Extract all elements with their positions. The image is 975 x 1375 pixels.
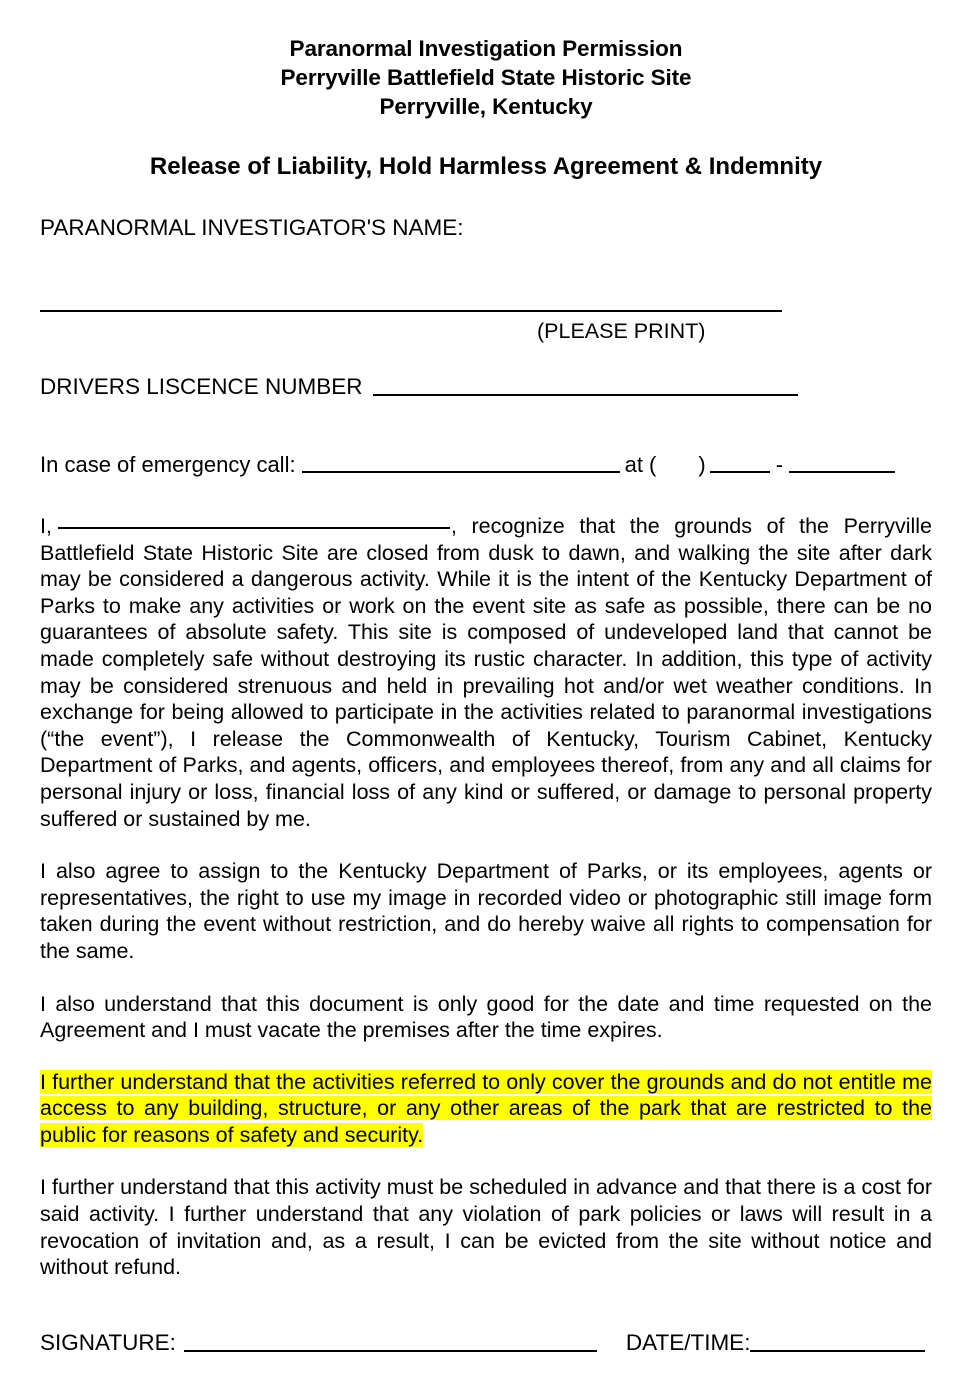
emergency-phone-dash: - xyxy=(775,452,784,477)
paragraph-release-text: , recognize that the grounds of the Perryville Battlefield State Historic Site are closed from dusk to dawn, and walking the site after dark may be considered a dangerous activity. While it is the intent of the Kentucky Department of Parks to make any activities or work on the event site as safe as possible, there can be no guarantees of absolute safety. This site is composed of undeveloped land that cannot be made completely safe without destroying its rustic character. In addition, this type of activity may be considered strenuous and held in prevailing hot and/or wet weather conditions. In exchange for being allowed to participate in the activities related to paranormal investigations (“the event”), I release the Commonwealth of Kentucky, Tourism Cabinet, Kentucky Department of Parks, and agents, officers, and employees thereof, from any and all claims for personal injury or loss, financial loss of any kind or suffered, or damage to personal property suffered or sustained by me. xyxy=(40,514,932,831)
signature-row xyxy=(40,1329,932,1357)
investigator-name-label: PARANORMAL INVESTIGATOR'S NAME: xyxy=(40,215,464,240)
emergency-phone-line-input[interactable] xyxy=(789,471,895,473)
emergency-contact-label: In case of emergency call: xyxy=(40,452,296,477)
document-subtitle: Release of Liability, Hold Harmless Agreement & Indemnity xyxy=(149,153,823,180)
emergency-phone-prefix-input[interactable] xyxy=(710,471,770,473)
emergency-contact-row xyxy=(40,451,932,478)
drivers-license-row xyxy=(40,373,932,401)
document-content xyxy=(40,0,932,1357)
title-line-3: Perryville, Kentucky xyxy=(379,94,593,119)
emergency-contact-input[interactable] xyxy=(302,471,620,473)
datetime-label: DATE/TIME: xyxy=(625,1329,751,1355)
paragraph-release-lead: I, xyxy=(40,514,52,538)
title-line-1: Paranormal Investigation Permission xyxy=(289,36,683,61)
please-print-note: (PLEASE PRINT) xyxy=(537,319,706,343)
investigator-name-input[interactable] xyxy=(40,310,782,312)
highlighted-text: I further understand that the activities referred to only cover the grounds and do not entitle me access to any building, structure, or any other areas of the park that are restricted to the public for reasons of safety and security. xyxy=(40,1069,932,1147)
paragraph-image-rights: I also agree to assign to the Kentucky Department of Parks, or its employees, agents or representatives, the right to use my image in recorded video or photographic still image form taken during the event without restriction, and do hereby waive all rights to compensation for the same. xyxy=(40,859,932,963)
emergency-paren-close: ) xyxy=(698,452,706,477)
paragraph-grounds-only-highlighted xyxy=(40,1069,932,1149)
paragraph-release xyxy=(40,513,932,832)
drivers-license-label: DRIVERS LISCENCE NUMBER xyxy=(40,374,363,399)
emergency-at-text: at ( xyxy=(624,452,657,477)
inline-name-input[interactable] xyxy=(58,527,450,529)
datetime-input[interactable] xyxy=(750,1350,925,1352)
drivers-license-input[interactable] xyxy=(373,394,798,396)
title-line-2: Perryville Battlefield State Historic Site xyxy=(280,65,692,90)
signature-input[interactable] xyxy=(184,1350,597,1352)
paragraph-scheduling-cost: I further understand that this activity must be scheduled in advance and that there is a cost for said activity. I further understand that any violation of park policies or laws will result in a revocation of invitation and, as a result, I can be evicted from the site without notice and without refund. xyxy=(40,1175,932,1280)
document-title-block xyxy=(40,0,932,121)
signature-label: SIGNATURE: xyxy=(40,1329,176,1355)
paragraph-date-validity: I also understand that this document is only good for the date and time requested on the Agreement and I must vacate the premises after the time expires. xyxy=(40,991,932,1043)
